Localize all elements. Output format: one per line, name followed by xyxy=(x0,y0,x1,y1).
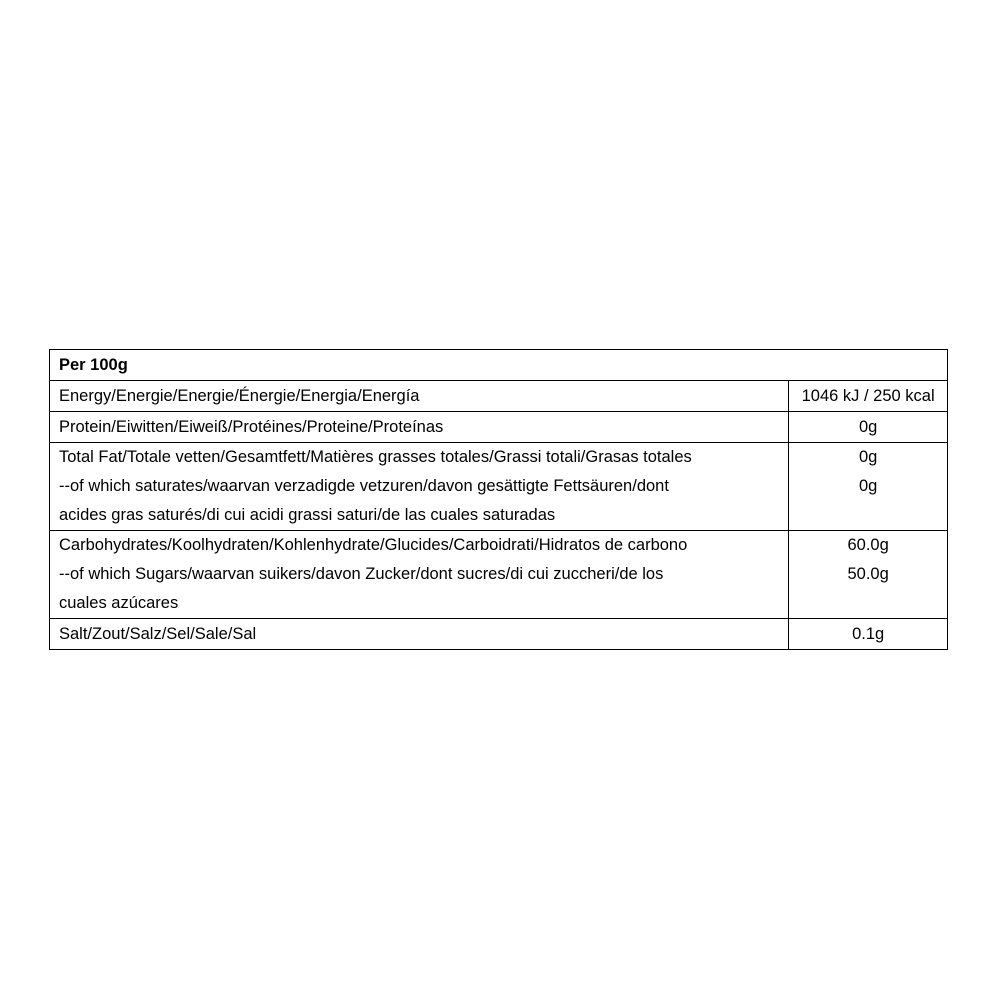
label-line: Carbohydrates/Koolhydraten/Kohlenhydrate/Glucides/Carboidrati/Hidratos de carbono xyxy=(59,536,688,554)
nutrient-label xyxy=(50,531,789,619)
label-line: Energy/Energie/Energie/Énergie/Energia/Energía xyxy=(59,387,420,405)
label-line: --of which saturates/waarvan verzadigde vetzuren/davon gesättigte Fettsäuren/dont xyxy=(59,477,669,495)
value-line: 0.1g xyxy=(852,625,885,643)
value-line: 0g xyxy=(858,448,878,466)
label-line: Total Fat/Totale vetten/Gesamtfett/Matières grasses totales/Grassi totali/Grasas totales xyxy=(59,448,692,466)
nutrient-value xyxy=(789,412,948,443)
label-line: cuales azúcares xyxy=(59,594,179,612)
nutrient-label xyxy=(50,412,789,443)
nutrient-label xyxy=(50,381,789,412)
value-line: 1046 kJ / 250 kcal xyxy=(801,387,935,405)
value-line: 60.0g xyxy=(847,536,889,554)
table-header-row xyxy=(50,350,948,381)
nutrition-table xyxy=(49,349,948,650)
value-line: 50.0g xyxy=(847,565,889,583)
nutrient-value xyxy=(789,443,948,531)
label-line: Salt/Zout/Salz/Sel/Sale/Sal xyxy=(59,625,257,643)
label-line: Protein/Eiwitten/Eiweiß/Protéines/Proteine/Proteínas xyxy=(59,418,444,436)
value-line: 0g xyxy=(858,477,878,495)
table-row-carbohydrates xyxy=(50,531,948,619)
nutrient-value xyxy=(789,531,948,619)
value-line: 0g xyxy=(858,418,878,436)
table-row-energy xyxy=(50,381,948,412)
label-line: acides gras saturés/di cui acidi grassi saturi/de las cuales saturadas xyxy=(59,506,556,524)
table-row-salt xyxy=(50,619,948,650)
table-header: Per 100g xyxy=(50,350,948,381)
table-row-fat xyxy=(50,443,948,531)
label-line: --of which Sugars/waarvan suikers/davon Zucker/dont sucres/di cui zuccheri/de los xyxy=(59,565,664,583)
nutrient-label xyxy=(50,619,789,650)
nutrient-label xyxy=(50,443,789,531)
table-row-protein xyxy=(50,412,948,443)
nutrient-value xyxy=(789,381,948,412)
nutrient-value xyxy=(789,619,948,650)
